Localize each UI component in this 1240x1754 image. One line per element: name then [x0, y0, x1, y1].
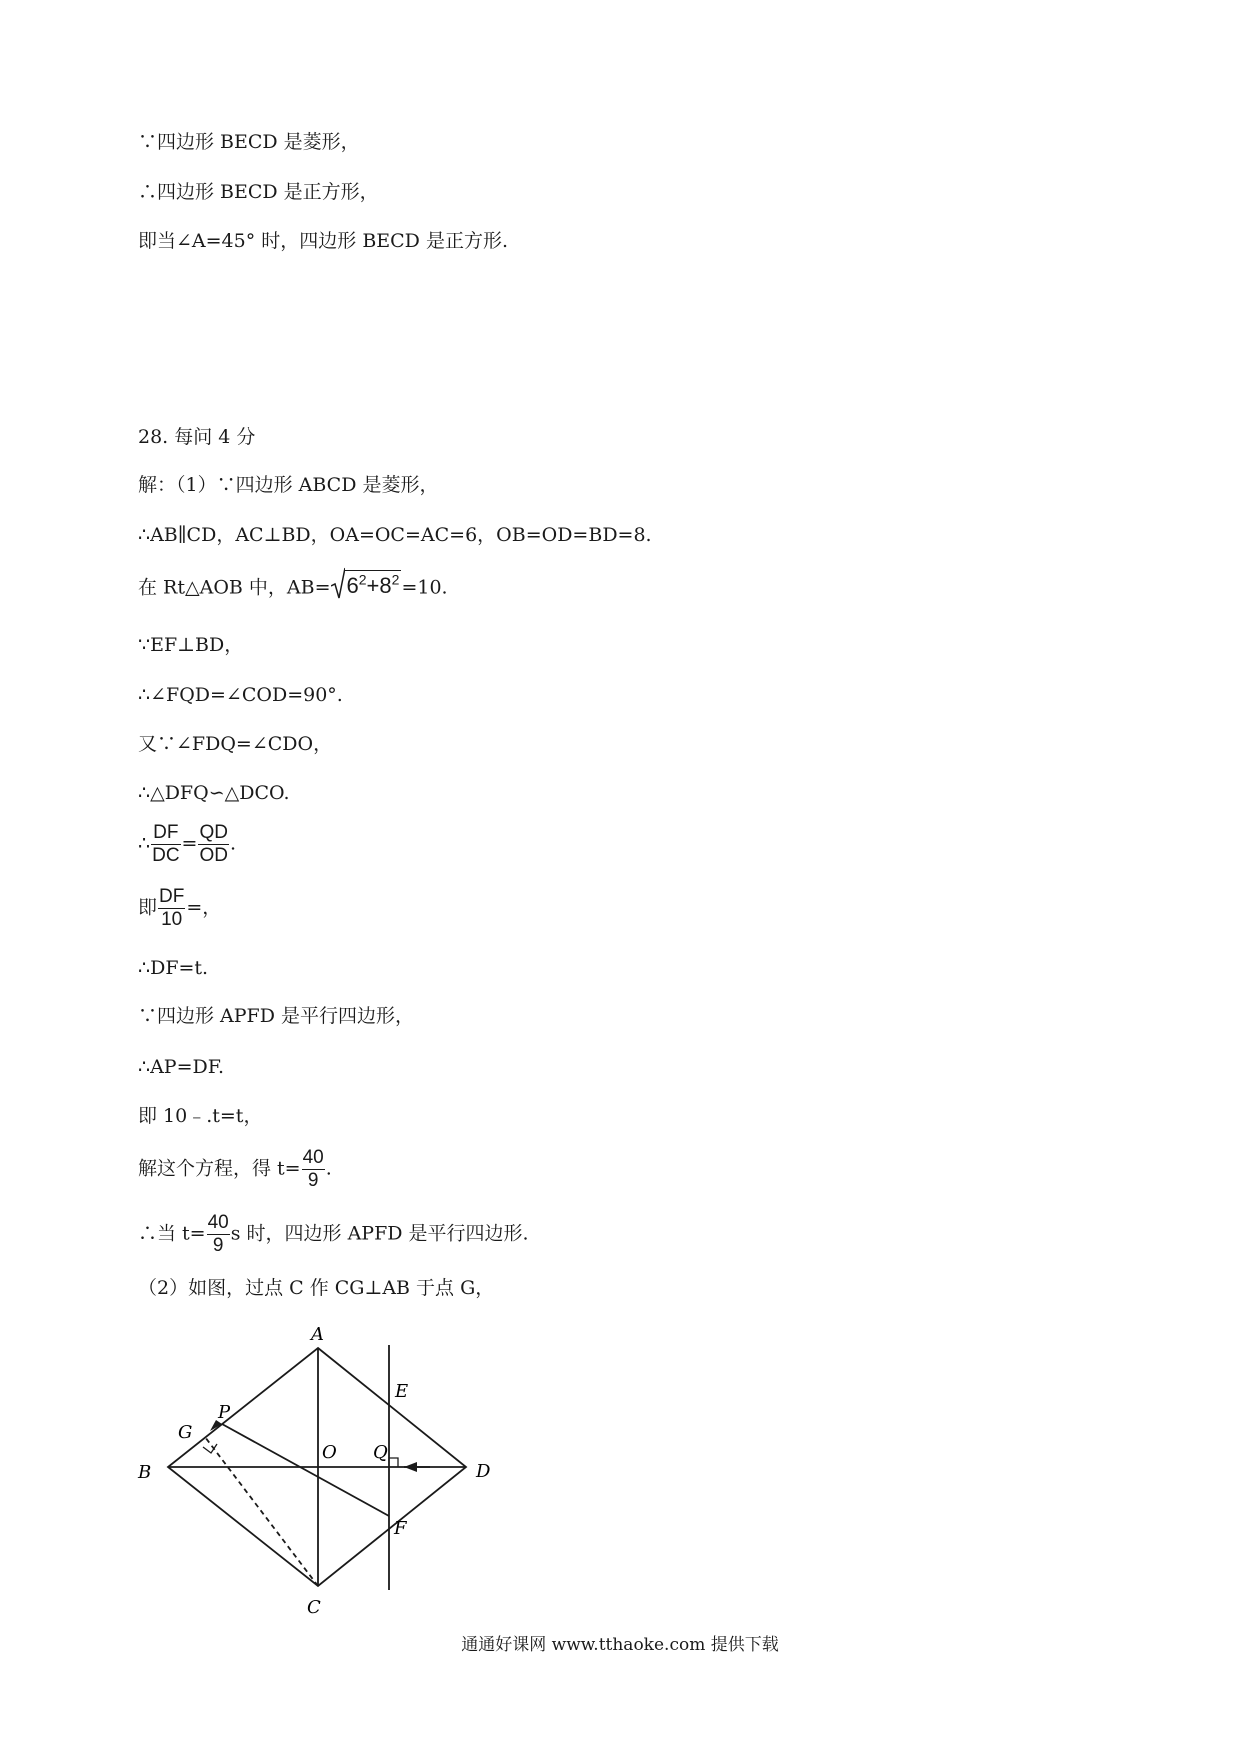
- fraction-numerator: DF: [151, 822, 180, 845]
- text-line-20: （2）如图，过点 C 作 CG⊥AB 于点 G，: [138, 1277, 495, 1299]
- line7-prefix: 在 Rt△AOB 中，AB=: [138, 576, 331, 599]
- radicand-a: 6: [346, 573, 359, 599]
- line12-suffix: .: [229, 832, 237, 855]
- text-line-14: ∴DF=t.: [138, 957, 209, 979]
- equals-sign: =: [181, 832, 198, 855]
- label-o: O: [322, 1442, 337, 1463]
- fraction-numerator: 40: [207, 1212, 229, 1233]
- line18-suffix: .: [325, 1157, 332, 1180]
- text-line-11: ∴△DFQ∽△DCO.: [138, 782, 290, 804]
- text-line-2: ∴四边形 BECD 是正方形，: [138, 181, 379, 203]
- segment-cg: [205, 1437, 318, 1586]
- label-b: B: [138, 1462, 152, 1483]
- line13-suffix: =，: [186, 896, 222, 919]
- label-g: G: [178, 1422, 193, 1443]
- label-p: P: [218, 1402, 231, 1423]
- fraction-denominator: 9: [307, 1170, 319, 1191]
- fraction-denominator: DC: [152, 845, 180, 866]
- line13-prefix: 即: [138, 896, 158, 919]
- text-line-10: 又∵∠FDQ=∠CDO，: [138, 733, 333, 755]
- label-a: A: [311, 1324, 324, 1345]
- text-line-1: ∵四边形 BECD 是菱形，: [138, 131, 360, 153]
- radicand-b: 8: [379, 573, 392, 599]
- fraction-denominator: 9: [212, 1235, 224, 1256]
- text-line-17: 即 10﹣.t=t，: [138, 1105, 263, 1127]
- question-heading: 28. 每问 4 分: [138, 426, 256, 448]
- segment-pf: [222, 1424, 389, 1516]
- line18-prefix: 解这个方程，得 t=: [138, 1157, 301, 1180]
- right-angle-q: [389, 1458, 398, 1467]
- line12-prefix: ∴: [138, 832, 151, 855]
- label-c: C: [307, 1597, 321, 1618]
- text-line-16: ∴AP=DF.: [138, 1056, 225, 1078]
- text-line-5: 解：（1）∵四边形 ABCD 是菱形，: [138, 474, 439, 496]
- right-angle-g: [203, 1444, 217, 1453]
- fraction-numerator: DF: [159, 886, 185, 907]
- label-e: E: [395, 1381, 409, 1402]
- fraction-numerator: QD: [199, 822, 228, 843]
- line7-suffix: =10.: [401, 576, 448, 599]
- line19-prefix: ∴当 t=: [138, 1222, 206, 1245]
- fraction-numerator: 40: [302, 1147, 324, 1168]
- square-root: $6^2+8^2$: [331, 568, 402, 599]
- label-d: D: [476, 1461, 491, 1482]
- fraction-denominator: 10: [161, 909, 183, 930]
- fraction-denominator: OD: [199, 845, 228, 866]
- text-line-6: ∴AB∥CD，AC⊥BD，OA=OC=AC=6，OB=OD=BD=8.: [138, 524, 652, 546]
- text-line-8: ∵EF⊥BD，: [138, 634, 244, 656]
- page-footer: 通通好课网 www.tthaoke.com 提供下载: [461, 1635, 779, 1655]
- text-line-9: ∴∠FQD=∠COD=90°.: [138, 684, 343, 706]
- line19-suffix: s 时，四边形 APFD 是平行四边形.: [230, 1222, 529, 1245]
- label-f: F: [394, 1518, 407, 1539]
- text-line-3: 即当∠A=45° 时，四边形 BECD 是正方形.: [138, 230, 508, 252]
- text-line-15: ∵四边形 APFD 是平行四边形，: [138, 1005, 415, 1027]
- label-q: Q: [373, 1442, 388, 1463]
